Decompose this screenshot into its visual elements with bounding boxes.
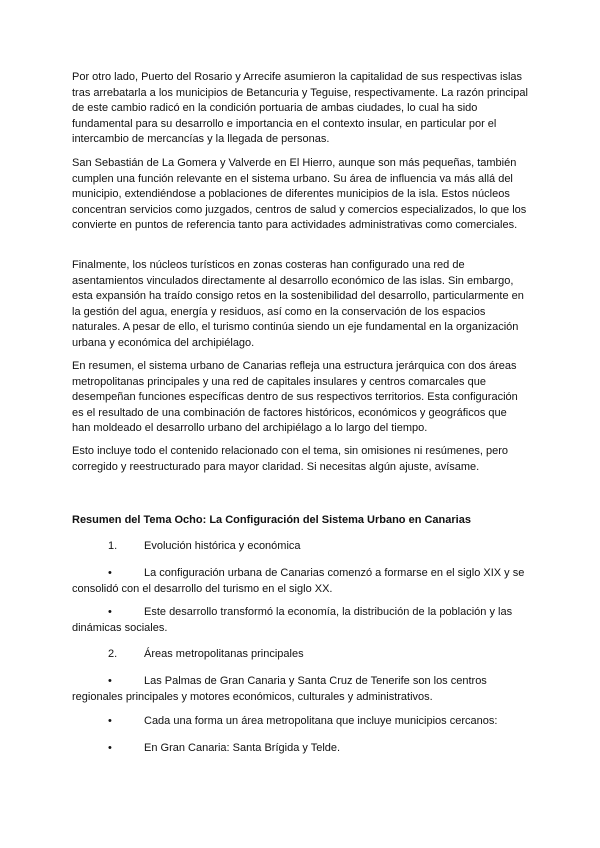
bullet-icon: • xyxy=(108,742,112,754)
section-title: Áreas metropolitanas principales xyxy=(144,648,304,660)
section-number: 2. xyxy=(108,648,118,660)
bullet-icon: • xyxy=(108,675,112,687)
paragraph-capitales-occidentales: San Sebastián de La Gomera y Valverde en El Hierro, aunque son más pequeñas, también cumplen una función relevante en el sistema urbano. Su área de influencia va más allá del municipio, extendiéndose a poblaciones de diferentes municipios de la isla. Estos núcleos concentran servicios como juzgados, centros de salud y comercios especializados, lo que los convierte en puntos de referencia tanto para actividades administrativas como comerciales. xyxy=(72,157,527,232)
paragraph-nucleos-turisticos: Finalmente, los núcleos turísticos en zonas costeras han configurado una red de asentamientos vinculados directamente al desarrollo económico de las islas. Sin embargo, esta expansión ha traído consigo retos en la sostenibilidad del desarrollo, particularmente en la gestión del agua, energía y residuos, así como en la conservación de los espacios naturales. A pesar de ello, el turismo continúa siendo un eje fundamental en la organización urbana y económica del archipiélago. xyxy=(72,259,524,349)
paragraph-capitales-orientales: Por otro lado, Puerto del Rosario y Arrecife asumieron la capitalidad de sus respectivas islas tras arrebatarla a los municipios de Betancuria y Teguise, respectivamente. La razón principal de este cambio radicó en la condición portuaria de ambas ciudades, lo cual ha sido fundamental para su desarrollo e importancia en el contexto insular, en particular por el intercambio de mercancías y la llegada de personas. xyxy=(72,71,528,146)
bullet-text: Cada una forma un área metropolitana que incluye municipios cercanos: xyxy=(144,715,498,727)
bullet-text: Las Palmas de Gran Canaria y Santa Cruz de Tenerife son los centros regionales principales y motores económicos, culturales y administrativos. xyxy=(72,675,487,703)
section-number: 1. xyxy=(108,540,118,552)
paragraph-nota: Esto incluye todo el contenido relacionado con el tema, sin omisiones ni resúmenes, pero corregido y reestructurado para mayor claridad. Si necesitas algún ajuste, avísame. xyxy=(72,445,508,473)
bullet-icon: • xyxy=(108,715,112,727)
bullet-icon: • xyxy=(108,567,112,579)
paragraph-resumen: En resumen, el sistema urbano de Canarias refleja una estructura jerárquica con dos áreas metropolitanas principales y una red de capitales insulares y centros comarcales que desempeñan funciones específicas dentro de sus respectivos territorios. Esta configuración es el resultado de una combinación de factores históricos, económicos y geográficos que han moldeado el desarrollo urbano del archipiélago a lo largo del tiempo. xyxy=(72,360,518,435)
section-title: Evolución histórica y económica xyxy=(144,540,301,552)
bullet-text: La configuración urbana de Canarias comenzó a formarse en el siglo XIX y se consolidó con el desarrollo del turismo en el siglo XX. xyxy=(72,567,525,595)
bullet-text: Este desarrollo transformó la economía, la distribución de la población y las dinámicas sociales. xyxy=(72,606,513,634)
bullet-icon: • xyxy=(108,606,112,618)
summary-heading: Resumen del Tema Ocho: La Configuración del Sistema Urbano en Canarias xyxy=(72,514,471,526)
bullet-text: En Gran Canaria: Santa Brígida y Telde. xyxy=(144,742,341,754)
